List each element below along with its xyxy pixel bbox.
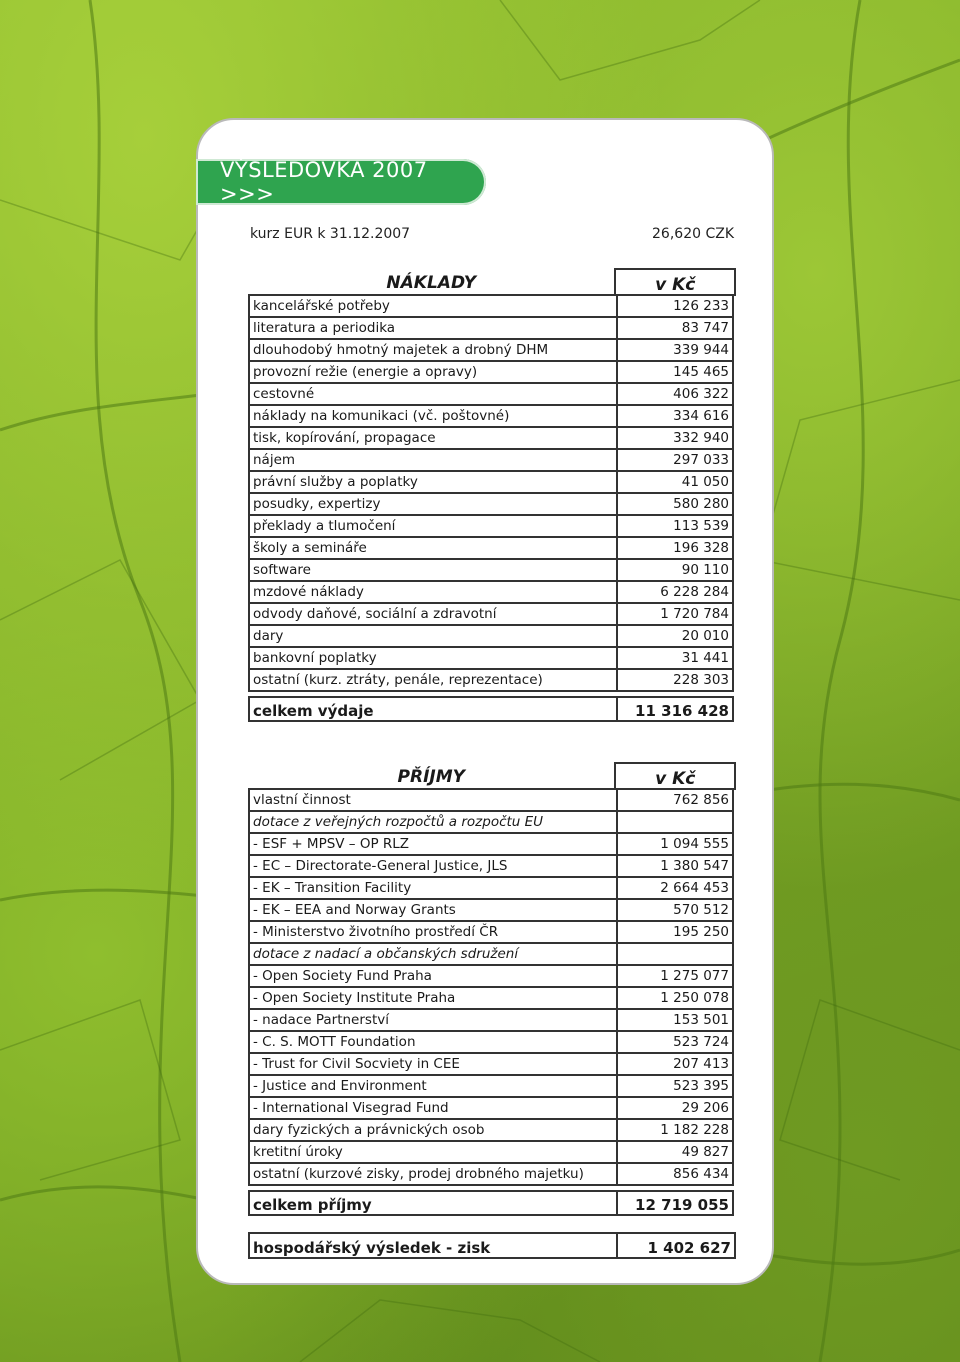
table-row <box>248 834 736 856</box>
row-value: 31 441 <box>616 648 734 670</box>
row-label: dary fyzických a právnických osob <box>248 1120 616 1142</box>
table-row <box>248 856 736 878</box>
row-value: 406 322 <box>616 384 734 406</box>
row-value: 145 465 <box>616 362 734 384</box>
row-value: 1 380 547 <box>616 856 734 878</box>
row-value: 29 206 <box>616 1098 734 1120</box>
table-row <box>248 340 736 362</box>
row-label: odvody daňové, sociální a zdravotní <box>248 604 616 626</box>
row-value: 49 827 <box>616 1142 734 1164</box>
income-table <box>248 762 736 1216</box>
row-value: 20 010 <box>616 626 734 648</box>
table-row <box>248 296 736 318</box>
exchange-rate <box>250 226 734 242</box>
row-label: literatura a periodika <box>248 318 616 340</box>
row-label: nájem <box>248 450 616 472</box>
table-row <box>248 922 736 944</box>
row-label: mzdové náklady <box>248 582 616 604</box>
exchange-rate-value: 26,620 CZK <box>652 226 734 242</box>
row-label: vlastní činnost <box>248 790 616 812</box>
table-row <box>248 582 736 604</box>
row-label: dary <box>248 626 616 648</box>
table-row <box>248 516 736 538</box>
table-row <box>248 1076 736 1098</box>
row-label: dlouhodobý hmotný majetek a drobný DHM <box>248 340 616 362</box>
table-row <box>248 1098 736 1120</box>
income-header <box>248 762 736 790</box>
row-value: 523 724 <box>616 1032 734 1054</box>
row-value: 83 747 <box>616 318 734 340</box>
row-label: provozní režie (energie a opravy) <box>248 362 616 384</box>
table-row <box>248 538 736 560</box>
row-label: - Ministerstvo životního prostředí ČR <box>248 922 616 944</box>
table-row <box>248 384 736 406</box>
row-value: 856 434 <box>616 1164 734 1186</box>
table-row <box>248 604 736 626</box>
table-row <box>248 318 736 340</box>
table-row <box>248 428 736 450</box>
row-value: 570 512 <box>616 900 734 922</box>
row-value: 6 228 284 <box>616 582 734 604</box>
row-value: 332 940 <box>616 428 734 450</box>
table-row <box>248 1142 736 1164</box>
table-row <box>248 1164 736 1186</box>
table-row <box>248 560 736 582</box>
income-column-header: v Kč <box>614 762 736 790</box>
row-value: 762 856 <box>616 790 734 812</box>
row-label: ostatní (kurzové zisky, prodej drobného majetku) <box>248 1164 616 1186</box>
row-label: - EC – Directorate-General Justice, JLS <box>248 856 616 878</box>
row-value: 334 616 <box>616 406 734 428</box>
row-value: 523 395 <box>616 1076 734 1098</box>
table-row <box>248 900 736 922</box>
table-row <box>248 472 736 494</box>
table-row <box>248 1120 736 1142</box>
row-value: 196 328 <box>616 538 734 560</box>
row-label: dotace z nadací a občanských sdružení <box>248 944 616 966</box>
table-row <box>248 362 736 384</box>
row-value: 90 110 <box>616 560 734 582</box>
table-row <box>248 450 736 472</box>
result-label: hospodářský výsledek - zisk <box>248 1232 616 1259</box>
result-value: 1 402 627 <box>616 1232 736 1259</box>
row-value <box>616 944 734 966</box>
row-label: - International Visegrad Fund <box>248 1098 616 1120</box>
table-row <box>248 648 736 670</box>
row-label: bankovní poplatky <box>248 648 616 670</box>
row-value: 339 944 <box>616 340 734 362</box>
expenses-column-header: v Kč <box>614 268 736 296</box>
row-label: - Trust for Civil Socviety in CEE <box>248 1054 616 1076</box>
table-row <box>248 626 736 648</box>
expenses-heading: NÁKLADY <box>248 268 614 296</box>
row-label: posudky, expertizy <box>248 494 616 516</box>
income-heading: PŘÍJMY <box>248 762 614 790</box>
row-value: 207 413 <box>616 1054 734 1076</box>
expenses-table <box>248 268 736 722</box>
row-value: 113 539 <box>616 516 734 538</box>
exchange-rate-label: kurz EUR k 31.12.2007 <box>250 226 411 242</box>
result-row <box>248 1232 736 1259</box>
row-label: kancelářské potřeby <box>248 296 616 318</box>
row-label: školy a semináře <box>248 538 616 560</box>
row-value: 2 664 453 <box>616 878 734 900</box>
row-value: 1 094 555 <box>616 834 734 856</box>
table-row <box>248 1032 736 1054</box>
row-label: - Open Society Institute Praha <box>248 988 616 1010</box>
row-value: 1 720 784 <box>616 604 734 626</box>
row-label: cestovné <box>248 384 616 406</box>
page-title <box>196 159 486 205</box>
row-value <box>616 812 734 834</box>
income-total-row <box>248 1190 736 1216</box>
row-value: 1 250 078 <box>616 988 734 1010</box>
row-label: kretitní úroky <box>248 1142 616 1164</box>
table-row <box>248 1010 736 1032</box>
row-label: náklady na komunikaci (vč. poštovné) <box>248 406 616 428</box>
row-label: - C. S. MOTT Foundation <box>248 1032 616 1054</box>
table-row <box>248 944 736 966</box>
table-row <box>248 670 736 692</box>
row-value: 153 501 <box>616 1010 734 1032</box>
expenses-total-row <box>248 696 736 722</box>
row-label: - EK – Transition Facility <box>248 878 616 900</box>
row-label: - EK – EEA and Norway Grants <box>248 900 616 922</box>
row-value: 228 303 <box>616 670 734 692</box>
row-label: - Justice and Environment <box>248 1076 616 1098</box>
table-row <box>248 966 736 988</box>
table-row <box>248 406 736 428</box>
row-label: tisk, kopírování, propagace <box>248 428 616 450</box>
row-value: 580 280 <box>616 494 734 516</box>
table-row <box>248 878 736 900</box>
row-label: právní služby a poplatky <box>248 472 616 494</box>
row-label: překlady a tlumočení <box>248 516 616 538</box>
row-value: 297 033 <box>616 450 734 472</box>
row-label: - ESF + MPSV – OP RLZ <box>248 834 616 856</box>
row-value: 1 182 228 <box>616 1120 734 1142</box>
table-row <box>248 812 736 834</box>
expenses-total-label: celkem výdaje <box>248 696 616 722</box>
row-value: 126 233 <box>616 296 734 318</box>
row-label: - nadace Partnerství <box>248 1010 616 1032</box>
row-label: software <box>248 560 616 582</box>
row-value: 1 275 077 <box>616 966 734 988</box>
income-total-label: celkem příjmy <box>248 1190 616 1216</box>
row-label: - Open Society Fund Praha <box>248 966 616 988</box>
table-row <box>248 790 736 812</box>
page-title-text: VÝSLEDOVKA 2007 >>> <box>220 158 428 206</box>
row-value: 195 250 <box>616 922 734 944</box>
row-label: dotace z veřejných rozpočtů a rozpočtu EU <box>248 812 616 834</box>
expenses-total-value: 11 316 428 <box>616 696 734 722</box>
table-row <box>248 494 736 516</box>
row-value: 41 050 <box>616 472 734 494</box>
table-row <box>248 1054 736 1076</box>
table-row <box>248 988 736 1010</box>
income-total-value: 12 719 055 <box>616 1190 734 1216</box>
expenses-header <box>248 268 736 296</box>
row-label: ostatní (kurz. ztráty, penále, reprezentace) <box>248 670 616 692</box>
